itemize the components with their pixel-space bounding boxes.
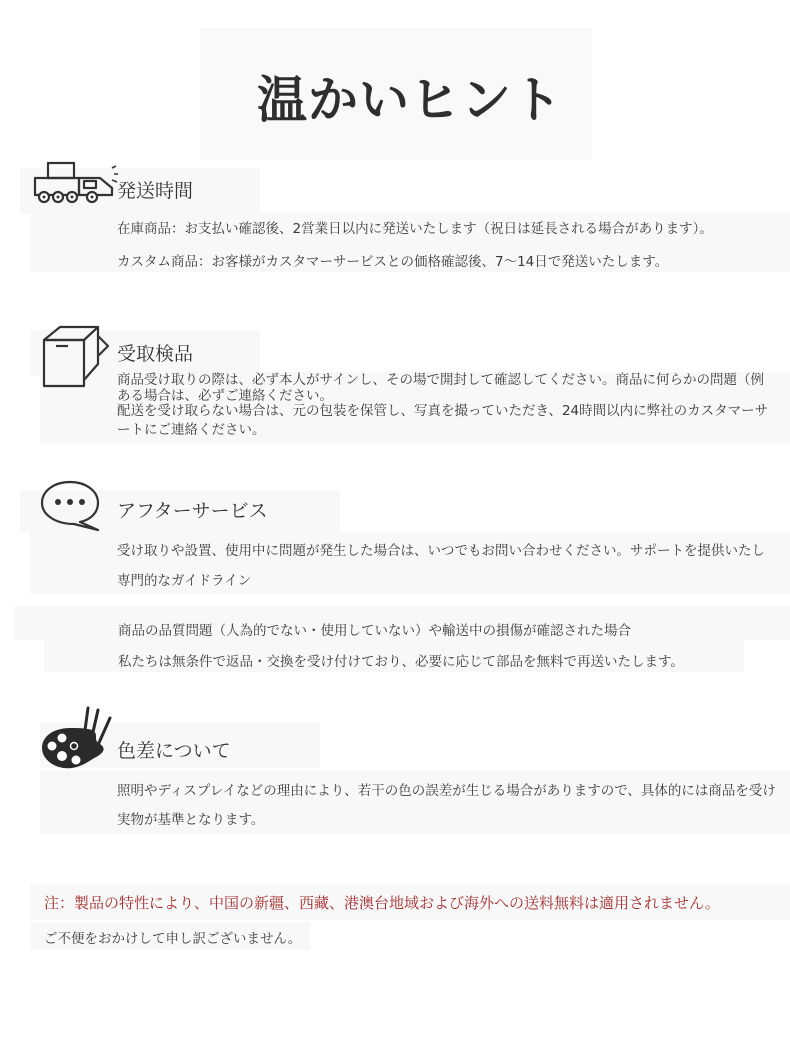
after-service-heading: アフターサービス xyxy=(117,500,268,522)
color-text-2: 実物が基準となります。 xyxy=(117,812,265,828)
after-service-text-4: 私たちは無条件で返品・交換を受け付けており、必要に応じて部品を無料で再送いたします。 xyxy=(118,654,684,670)
after-service-text-3: 商品の品質問題（人為的でない・使用していない）や輸送中の損傷が確認された場合 xyxy=(118,623,631,639)
palette-icon xyxy=(40,702,116,774)
apology-note: ご不便をおかけして申し訳ございません。 xyxy=(44,931,302,947)
inspection-text-1b: ある場合は、必ずご連絡ください。 xyxy=(117,388,333,404)
inspection-text-1a: 商品受け取りの際は、必ず本人がサインし、その場で開封して確認してください。商品に何らかの問題（例 xyxy=(117,372,765,388)
page-title: 温かいヒント xyxy=(257,71,563,129)
color-heading: 色差について xyxy=(117,740,231,762)
after-service-text-2: 専門的なガイドライン xyxy=(117,573,252,589)
after-service-text-1: 受け取りや設置、使用中に問題が発生した場合は、いつでもお問い合わせください。サポートを提供いたし xyxy=(117,543,765,559)
shipping-text-1: 在庫商品：お支払い確認後、2営業日以内に発送いたします（祝日は延長される場合があります）。 xyxy=(117,221,713,237)
shipping-heading: 発送時間 xyxy=(117,180,194,202)
chat-bubble-icon xyxy=(40,480,102,532)
shipping-exclusion-note: 注：製品の特性により、中国の新疆、西藏、港澳台地域および海外への送料無料は適用されません。 xyxy=(44,894,720,912)
truck-icon xyxy=(34,160,120,206)
inspection-heading: 受取検品 xyxy=(117,343,194,365)
inspection-text-2a: 配送を受け取らない場合は、元の包装を保管し、写真を撮っていただき、24時間以内に弊社のカスタマーサ xyxy=(117,403,769,419)
color-text-1: 照明やディスプレイなどの理由により、若干の色の誤差が生じる場合がありますので、具体的には商品を受け xyxy=(117,783,776,799)
shipping-text-2: カスタム商品：お客様がカスタマーサービスとの価格確認後、7〜14日で発送いたします。 xyxy=(117,254,669,270)
inspection-text-2b: ートにご連絡ください。 xyxy=(117,422,266,438)
box-icon xyxy=(40,324,112,392)
